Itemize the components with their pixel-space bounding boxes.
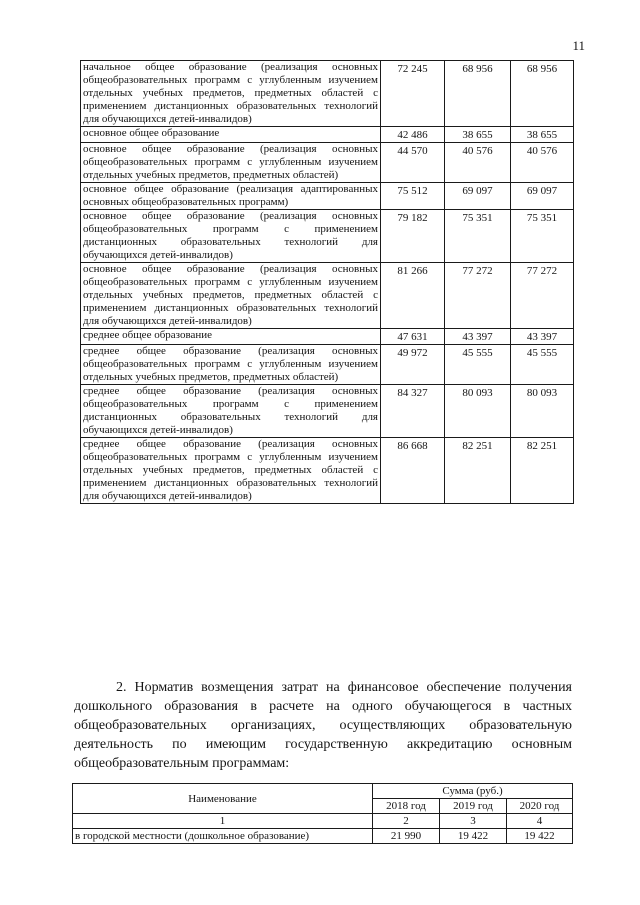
- preschool-cost-table: [72, 783, 573, 844]
- row-label: среднее общее образование (реализация основных общеобразовательных программ с углубленным изучением отдельных учебных предметов, предметных областей с применением дистанционных образовательных технологий для обучающихся детей-инвалидов): [81, 438, 381, 504]
- value-2019: 80 093: [445, 385, 511, 438]
- table-row: [81, 210, 574, 263]
- value-2018: 49 972: [381, 345, 445, 385]
- value-2018: 72 245: [381, 61, 445, 127]
- value-2019: 38 655: [445, 127, 511, 143]
- value-2019: 82 251: [445, 438, 511, 504]
- value-2020: 19 422: [507, 829, 573, 844]
- row-label: основное общее образование (реализация основных общеобразовательных программ с применением дистанционных образовательных технологий для обучающихся детей-инвалидов): [81, 210, 381, 263]
- value-2020: 38 655: [511, 127, 574, 143]
- value-2018: 75 512: [381, 183, 445, 210]
- header-year-2020: 2020 год: [507, 799, 573, 814]
- value-2018: 84 327: [381, 385, 445, 438]
- value-2019: 77 272: [445, 263, 511, 329]
- row-label: начальное общее образование (реализация основных общеобразовательных программ с углубленным изучением отдельных учебных предметов, предметных областей с применением дистанционных образовательных технологий для обучающихся детей-инвалидов): [81, 61, 381, 127]
- value-2018: 81 266: [381, 263, 445, 329]
- row-label: основное общее образование (реализация основных общеобразовательных программ с углубленным изучением отдельных учебных предметов, предметных областей): [81, 143, 381, 183]
- value-2018: 86 668: [381, 438, 445, 504]
- col-number: 3: [440, 814, 507, 829]
- cost-norms-table-body: [81, 61, 574, 504]
- table-row: [81, 345, 574, 385]
- col-number: 1: [73, 814, 373, 829]
- value-2018: 44 570: [381, 143, 445, 183]
- row-label: основное общее образование (реализация адаптированных основных общеобразовательных программ): [81, 183, 381, 210]
- row-label: в городской местности (дошкольное образование): [73, 829, 373, 844]
- col-number: 4: [507, 814, 573, 829]
- value-2019: 43 397: [445, 329, 511, 345]
- table-row: [81, 61, 574, 127]
- value-2018: 21 990: [373, 829, 440, 844]
- row-label: основное общее образование: [81, 127, 381, 143]
- col-number: 2: [373, 814, 440, 829]
- table-row: [81, 143, 574, 183]
- table-row: [81, 385, 574, 438]
- paragraph-2: 2. Норматив возмещения затрат на финансовое обеспечение получения дошкольного образования в расчете на одного обучающегося в частных общеобразовательных организациях, осуществляющих образовательную деятельность по имеющим государственную аккредитацию основным общеобразовательным программам:: [74, 680, 572, 771]
- header-name: Наименование: [73, 784, 373, 814]
- header-year-2018: 2018 год: [373, 799, 440, 814]
- table-row: [81, 127, 574, 143]
- value-2018: 42 486: [381, 127, 445, 143]
- row-label: среднее общее образование (реализация основных общеобразовательных программ с углубленным изучением отдельных учебных предметов, предметных областей): [81, 345, 381, 385]
- table-row: [81, 183, 574, 210]
- header-year-2019: 2019 год: [440, 799, 507, 814]
- value-2019: 75 351: [445, 210, 511, 263]
- row-label: среднее общее образование (реализация основных общеобразовательных программ с применением дистанционных образовательных технологий для обучающихся детей-инвалидов): [81, 385, 381, 438]
- table-row: [73, 829, 573, 844]
- value-2019: 69 097: [445, 183, 511, 210]
- value-2019: 40 576: [445, 143, 511, 183]
- table-row: [81, 263, 574, 329]
- value-2020: 45 555: [511, 345, 574, 385]
- value-2019: 68 956: [445, 61, 511, 127]
- row-label: среднее общее образование: [81, 329, 381, 345]
- value-2020: 80 093: [511, 385, 574, 438]
- value-2019: 45 555: [445, 345, 511, 385]
- value-2020: 77 272: [511, 263, 574, 329]
- table-row: [81, 329, 574, 345]
- value-2019: 19 422: [440, 829, 507, 844]
- page-number: 11: [572, 38, 585, 53]
- value-2020: 82 251: [511, 438, 574, 504]
- value-2020: 68 956: [511, 61, 574, 127]
- value-2020: 75 351: [511, 210, 574, 263]
- value-2018: 47 631: [381, 329, 445, 345]
- row-label: основное общее образование (реализация основных общеобразовательных программ с углубленным изучением отдельных учебных предметов, предметных областей с применением дистанционных образовательных технологий для обучающихся детей-инвалидов): [81, 263, 381, 329]
- value-2020: 43 397: [511, 329, 574, 345]
- header-sum: Сумма (руб.): [373, 784, 573, 799]
- value-2020: 69 097: [511, 183, 574, 210]
- cost-norms-table: [80, 60, 574, 504]
- table-row: [81, 438, 574, 504]
- value-2018: 79 182: [381, 210, 445, 263]
- value-2020: 40 576: [511, 143, 574, 183]
